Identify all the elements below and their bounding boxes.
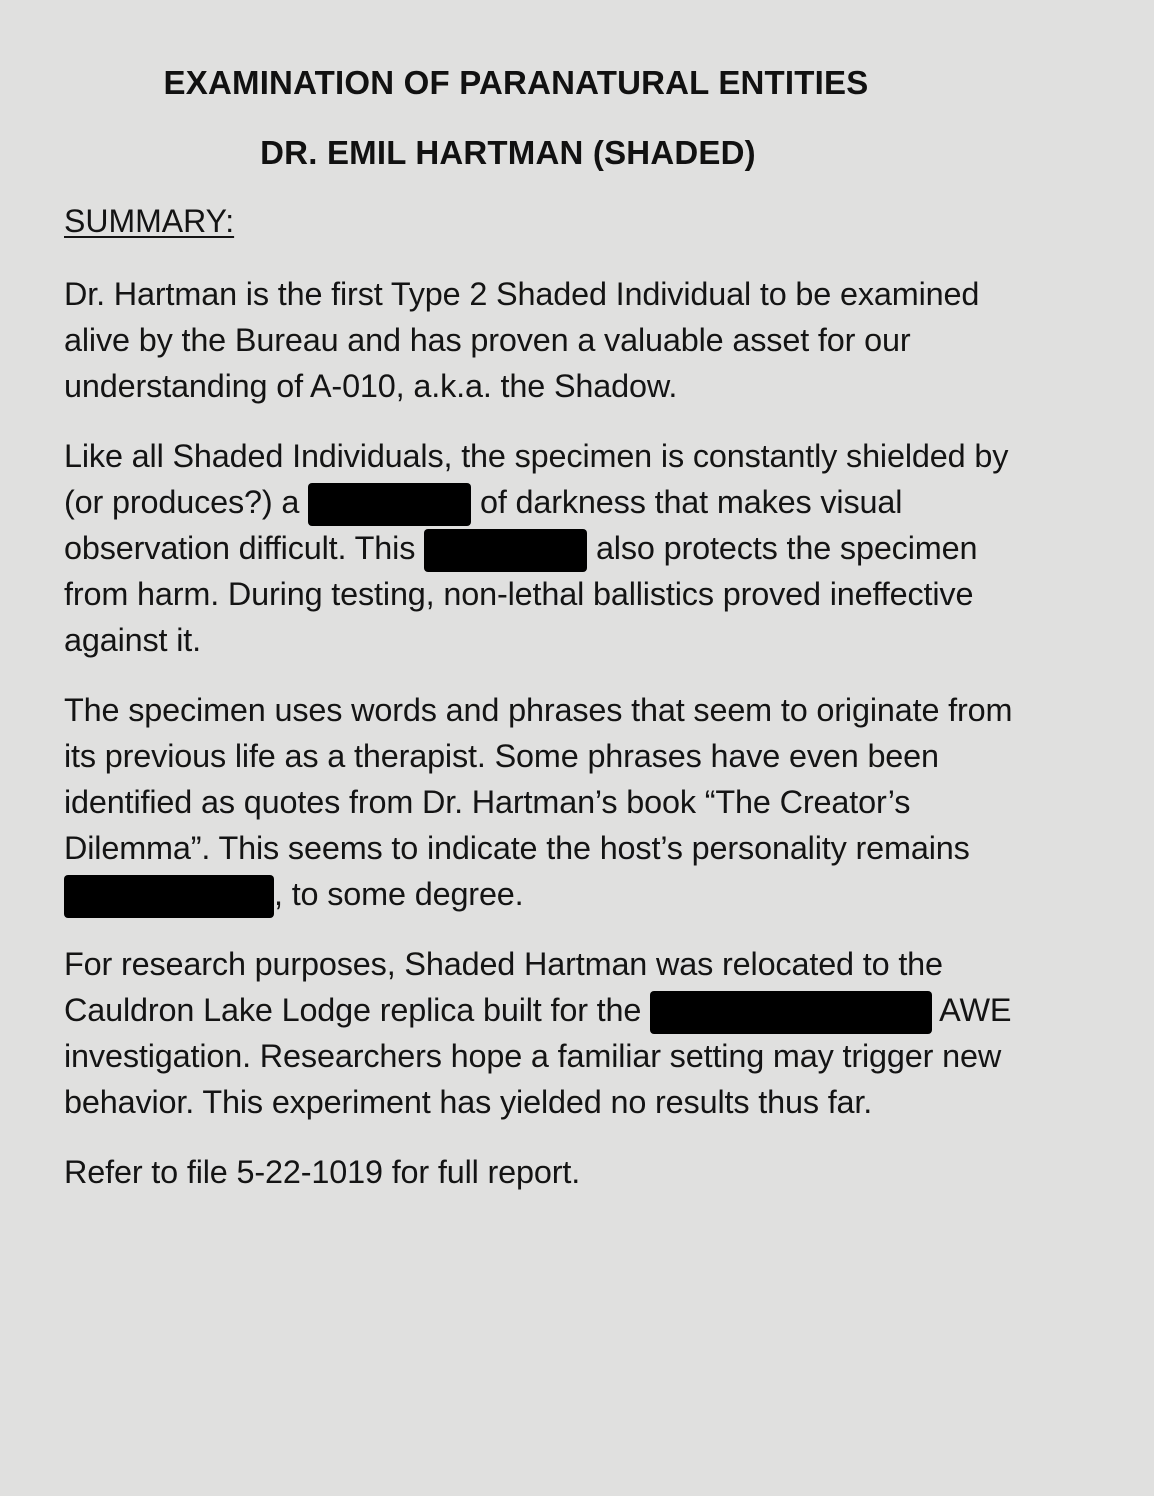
paragraph-shield (64, 433, 1104, 663)
text-line: investigation. Researchers hope a familiar setting may trigger new (64, 1038, 1002, 1074)
text-line: Dr. Hartman is the first Type 2 Shaded Individual to be examined (64, 276, 980, 312)
text-line (64, 479, 1104, 525)
text-line: against it. (64, 622, 201, 658)
redaction-bar (424, 529, 587, 572)
text-line: Like all Shaded Individuals, the specimen is constantly shielded by (64, 438, 1009, 474)
paragraph-personality (64, 687, 1104, 917)
paragraph-relocation (64, 941, 1104, 1125)
text-segment: Cauldron Lake Lodge replica built for the (64, 992, 651, 1028)
text-segment: AWE (932, 992, 1012, 1028)
text-line: understanding of A-010, a.k.a. the Shadow. (64, 368, 678, 404)
text-line: The specimen uses words and phrases that seem to originate from (64, 692, 1013, 728)
text-line (64, 525, 1104, 571)
text-line: Dilemma”. This seems to indicate the host’s personality remains (64, 830, 970, 866)
text-segment: of darkness that makes visual (471, 484, 903, 520)
text-line: from harm. During testing, non-lethal ballistics proved ineffective (64, 576, 974, 612)
text-line: identified as quotes from Dr. Hartman’s book “The Creator’s (64, 784, 911, 820)
text-line (64, 871, 1104, 917)
redaction-bar (650, 991, 932, 1034)
document-title: EXAMINATION OF PARANATURAL ENTITIES (163, 64, 869, 101)
text-line: Refer to file 5-22-1019 for full report. (64, 1154, 581, 1190)
text-line: its previous life as a therapist. Some phrases have even been (64, 738, 939, 774)
redaction-bar (308, 483, 471, 526)
text-line: For research purposes, Shaded Hartman was relocated to the (64, 946, 943, 982)
document-subtitle: DR. EMIL HARTMAN (SHADED) (260, 134, 756, 171)
paragraph-intro (64, 271, 1104, 409)
redaction-bar (64, 875, 274, 918)
text-segment: observation difficult. This (64, 530, 425, 566)
text-line: alive by the Bureau and has proven a valuable asset for our (64, 322, 911, 358)
text-segment: also protects the specimen (587, 530, 978, 566)
paragraph-reference (64, 1149, 1104, 1195)
text-segment: (or produces?) a (64, 484, 309, 520)
text-line (64, 987, 1104, 1033)
text-segment: , to some degree. (274, 876, 524, 912)
text-line: behavior. This experiment has yielded no results thus far. (64, 1084, 873, 1120)
summary-heading: SUMMARY: (64, 203, 235, 239)
